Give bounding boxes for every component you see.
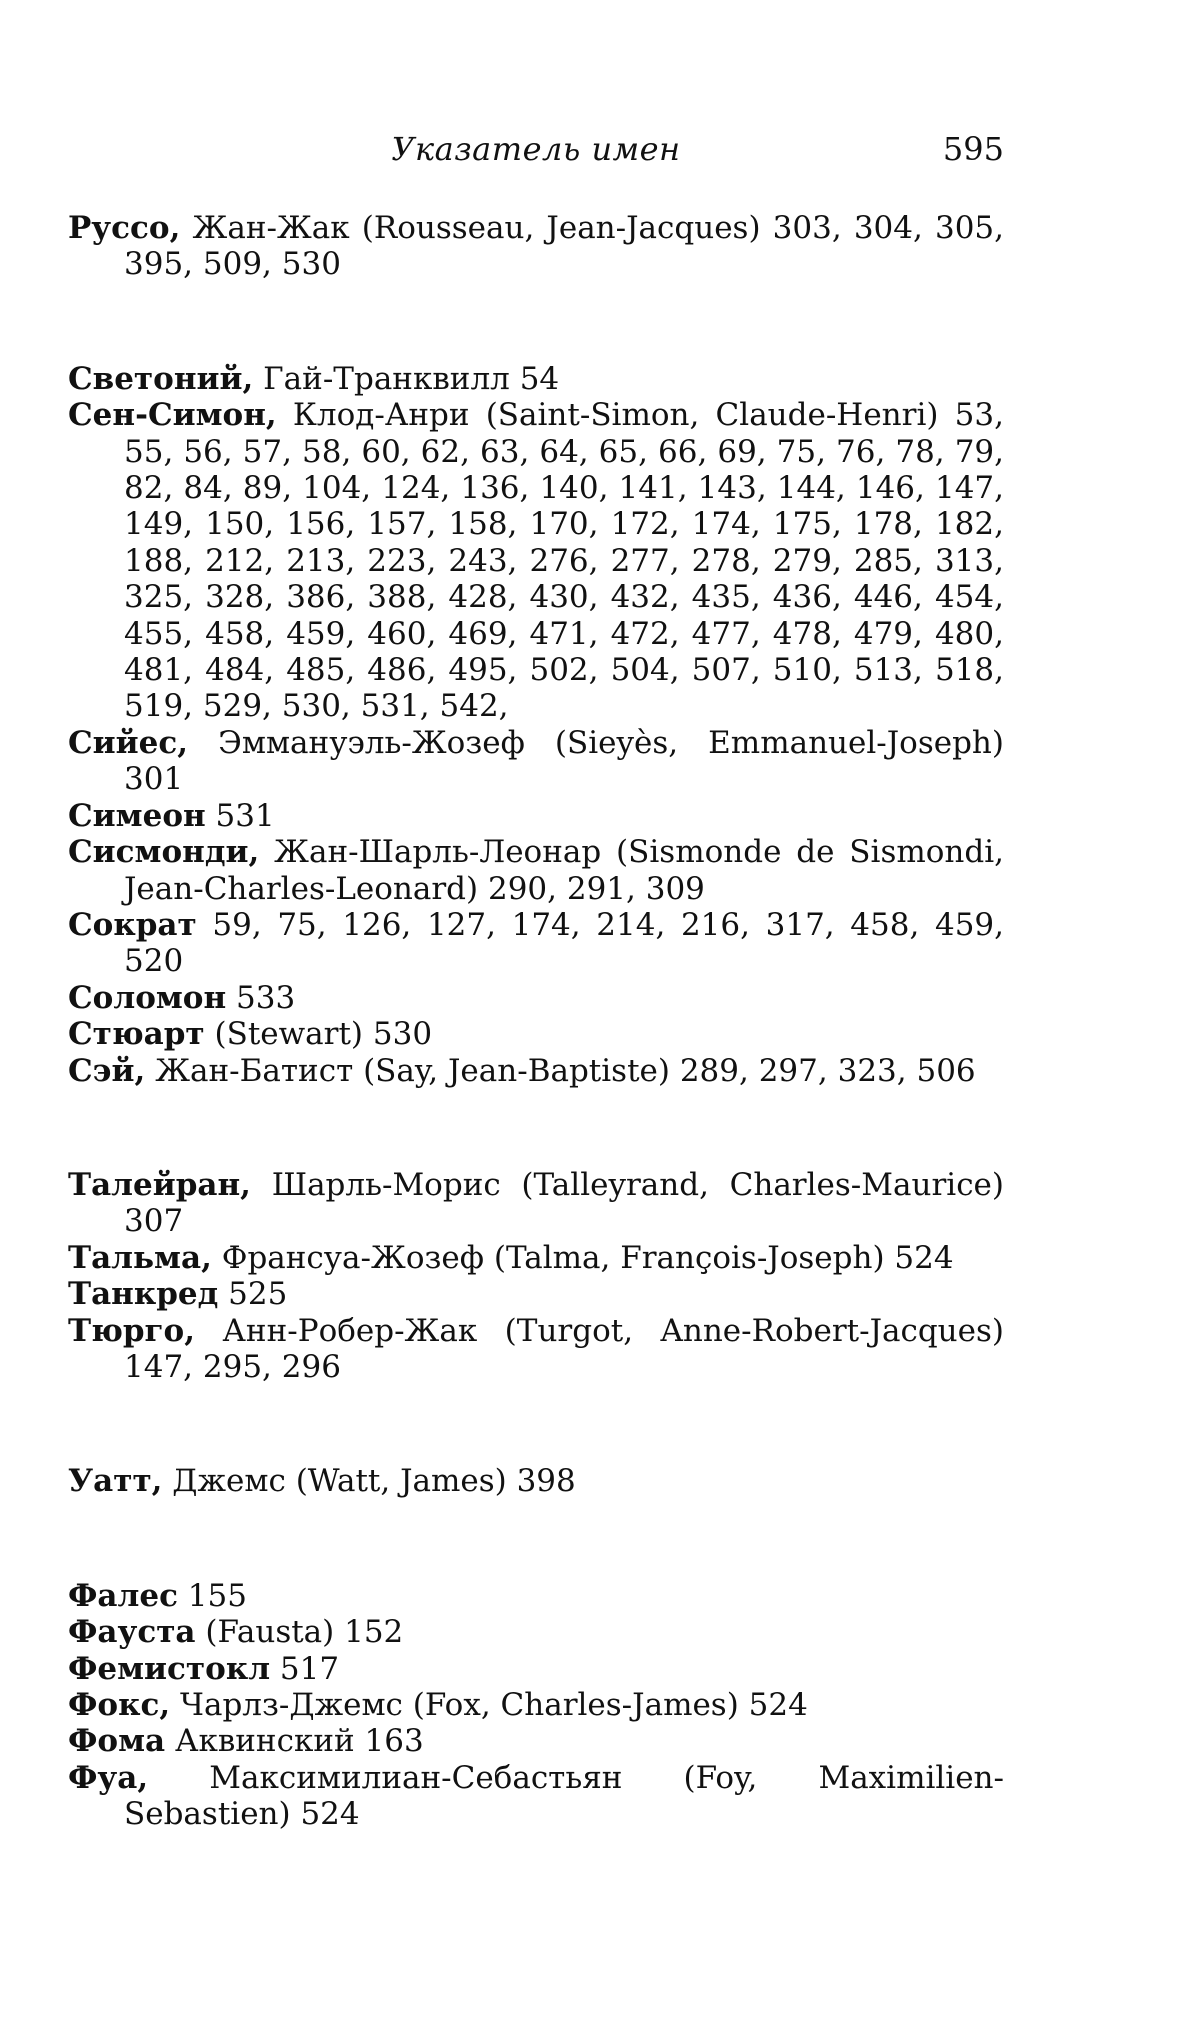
index-entry-name: Фома — [68, 1723, 166, 1760]
index-entry — [68, 1313, 1004, 1386]
running-head — [68, 130, 1004, 176]
index-entry-name: Сен-Симон, — [68, 397, 277, 434]
index-entry — [68, 1053, 1004, 1089]
index-entry-details: Аквинский 163 — [165, 1723, 424, 1760]
index-page — [68, 130, 1004, 1833]
index-entry-name: Сисмонди, — [68, 834, 260, 871]
index-entry — [68, 1687, 1004, 1723]
index-entry-details: (Stewart) 530 — [204, 1016, 433, 1053]
index-entry-details: Гай-Транквилл 54 — [253, 360, 560, 397]
index-letter-group — [68, 1167, 1004, 1385]
index-entry — [68, 1651, 1004, 1687]
index-entry — [68, 1760, 1004, 1833]
index-entry-details: Максимилиан-Себастьян (Foy, Maximilien-Sebastien) 524 — [124, 1759, 1004, 1833]
index-entry-details: Джемс (Watt, James) 398 — [162, 1463, 576, 1500]
index-entry — [68, 1276, 1004, 1312]
index-entry-name: Стюарт — [68, 1016, 205, 1053]
index-entry-name: Фемистокл — [68, 1650, 271, 1687]
index-entry-details: 531 — [205, 797, 275, 834]
index-entry-name: Тальма, — [68, 1239, 212, 1276]
index-letter-group — [68, 1578, 1004, 1833]
index-entry — [68, 1240, 1004, 1276]
page-number: 595 — [942, 130, 1004, 168]
index-entry-details: 525 — [218, 1276, 288, 1313]
index-entry-name: Тюрго, — [68, 1312, 195, 1349]
index-entry — [68, 361, 1004, 397]
index-entry-details: Чарлз-Джемс (Fox, Charles-James) 524 — [170, 1687, 808, 1723]
index-entry-name: Светоний, — [68, 360, 254, 397]
index-letter-group — [68, 1463, 1004, 1499]
index-entry-name: Сэй, — [68, 1052, 146, 1089]
index-entry-details: Анн-Робер-Жак (Turgot, Anne-Robert-Jacques) 147, 295, 296 — [124, 1312, 1004, 1385]
index-entry — [68, 798, 1004, 834]
index-entry-details: Жан-Жак (Rousseau, Jean-Jacques) 303, 304, 305, 395, 509, 530 — [124, 210, 1004, 283]
index-entry-details: 533 — [226, 979, 296, 1016]
index-entry-details: (Fausta) 152 — [195, 1614, 404, 1651]
index-entry — [68, 1463, 1004, 1499]
index-entry-details: Клод-Анри (Saint-Simon, Claude-Henri) 53, 55, 56, 57, 58, 60, 62, 63, 64, 65, 66, 69, 75, 76, 78, 79, 82, 84, 89, 104, 124, 136, 140, 141, 143, 144, 146, 147, 149, 150, 156, 157, 158, 170, 172, 174, 175, 178, 182, 188, 212, 213, 223, 243, 276, 277, 278, 279, 285, 313, 325, 328, 386, 388, 428, 430, 432, 435, 436, 446, 454, 455, 458, 459, 460, 469, 471, 472, 477, 478, 479, 480, 481, 484, 485, 486, 495, 502, 504, 507, 510, 513, 518, 519, 529, 530, 531, 542, — [124, 397, 1004, 725]
index-entry-name: Фауста — [68, 1614, 196, 1651]
index-entry — [68, 397, 1004, 725]
index-entry-details: Франсуа-Жозеф (Talma, François-Joseph) 524 — [211, 1239, 954, 1276]
running-title: Указатель имен — [391, 130, 681, 168]
index-entry — [68, 210, 1004, 283]
index-entry-name: Руссо, — [68, 210, 181, 246]
index-entry-name: Фалес — [68, 1577, 178, 1614]
index-entry — [68, 907, 1004, 980]
index-entry — [68, 834, 1004, 907]
index-entry — [68, 1614, 1004, 1650]
index-entry — [68, 980, 1004, 1016]
index-entry-details: 517 — [270, 1650, 340, 1687]
index-entry — [68, 1167, 1004, 1240]
index-entry-name: Уатт, — [68, 1463, 163, 1500]
index-entry-name: Танкред — [68, 1276, 219, 1313]
index-entry-name: Сийес, — [68, 724, 189, 761]
index-entry-details: Жан-Шарль-Леонар (Sismonde de Sismondi, Jean-Charles-Leonard) 290, 291, 309 — [124, 834, 1004, 907]
index-entry-details: Эммануэль-Жозеф (Sieyès, Emmanuel-Joseph) 301 — [124, 724, 1004, 798]
index-entry — [68, 1578, 1004, 1614]
index-entry-name: Фокс, — [68, 1687, 171, 1723]
index-letter-group — [68, 210, 1004, 283]
index-entry — [68, 1723, 1004, 1759]
index-entry-details: 59, 75, 126, 127, 174, 214, 216, 317, 458, 459, 520 — [124, 906, 1004, 980]
index-entry-details: Шарль-Морис (Talleyrand, Charles-Maurice) 307 — [124, 1166, 1004, 1240]
index-entry-name: Фуа, — [68, 1759, 149, 1796]
index-entry — [68, 725, 1004, 798]
index-entry-details: Жан-Батист (Say, Jean-Baptiste) 289, 297, 323, 506 — [145, 1052, 976, 1089]
index-entry-name: Талейран, — [68, 1166, 251, 1203]
index-body — [68, 210, 1004, 1833]
index-entry-name: Соломон — [68, 979, 227, 1016]
index-entry-details: 155 — [177, 1577, 247, 1614]
index-entry-name: Сократ — [68, 906, 197, 943]
index-entry-name: Симеон — [68, 797, 206, 834]
index-letter-group — [68, 361, 1004, 1089]
index-entry — [68, 1016, 1004, 1052]
